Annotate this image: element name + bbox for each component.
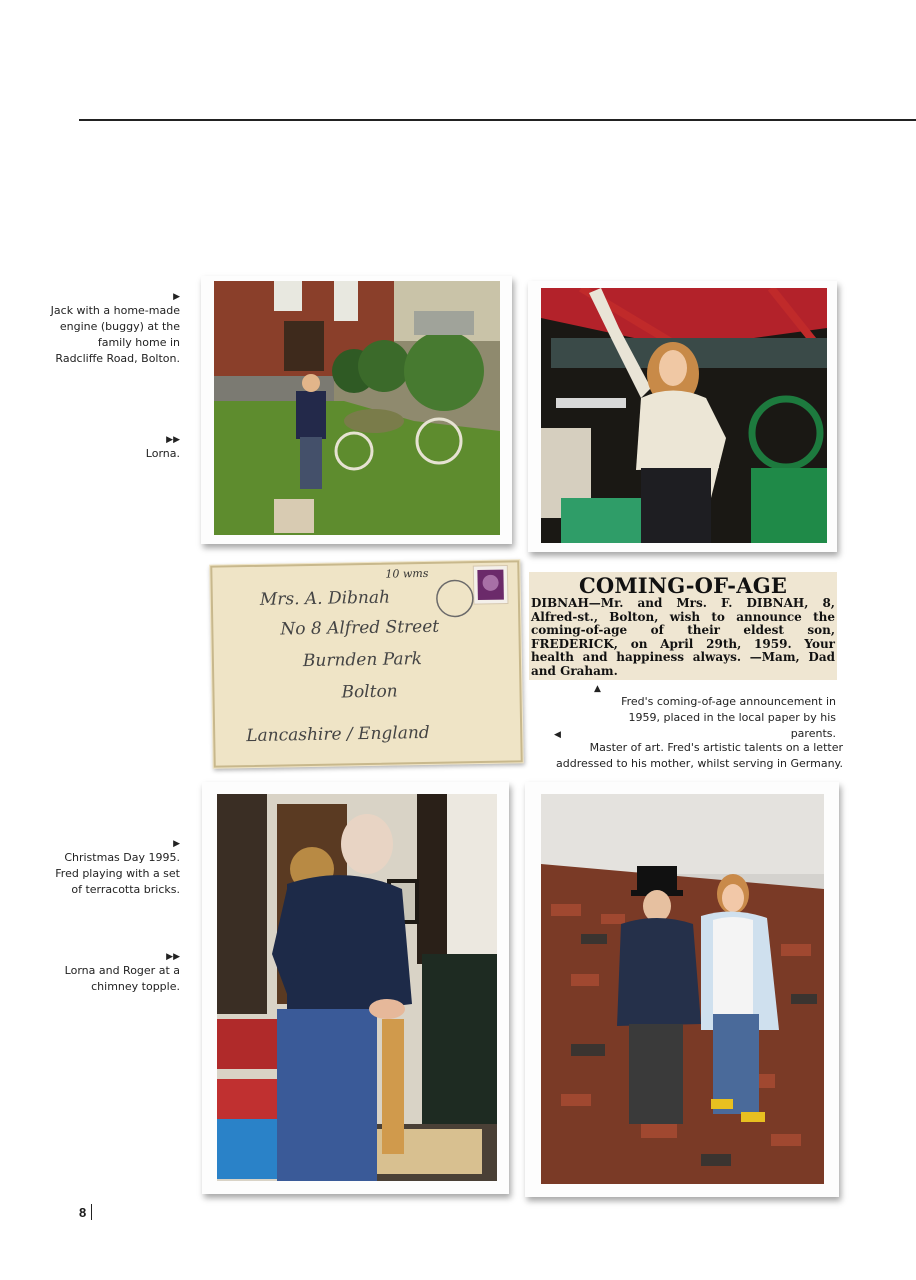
- photo-chimney-topple: [525, 782, 839, 1197]
- caption-announcement-text: Fred's coming-of-age announcement in 1959, placed in the local paper by his parents.: [621, 695, 836, 740]
- photo-jack-buggy: [201, 276, 512, 544]
- envelope-line-5: Lancashire / England: [246, 722, 430, 747]
- envelope-note: 10 wms: [385, 566, 429, 581]
- photo-chimney-topple-image: [541, 794, 824, 1184]
- caption-jack-text: Jack with a home-made engine (buggy) at the family home in Radcliffe Road, Bolton.: [50, 304, 180, 365]
- photo-lorna-image: [541, 288, 827, 543]
- envelope-line-4: Bolton: [341, 681, 398, 703]
- header-rule: [79, 119, 916, 121]
- envelope-letter: [209, 559, 524, 768]
- caption-lorna-text: Lorna.: [145, 447, 180, 460]
- photo-lorna: [528, 281, 837, 552]
- photo-jack-buggy-image: [214, 281, 500, 535]
- caption-christmas: [50, 838, 180, 898]
- arrow-left-icon: ◀: [554, 730, 561, 740]
- photo-fred-bricks: [202, 782, 509, 1194]
- clipping-heading: COMING-OF-AGE: [578, 573, 788, 598]
- caption-letter-text: Master of art. Fred's artistic talents on a letter addressed to his mother, whilst serving in Germany.: [556, 741, 843, 770]
- envelope-line-1: Mrs. A. Dibnah: [259, 587, 391, 610]
- double-arrow-right-icon: ▶▶: [166, 435, 180, 445]
- caption-letter: [552, 730, 843, 772]
- envelope-line-3: Burnden Park: [302, 649, 423, 672]
- caption-topple-text: Lorna and Roger at a chimney topple.: [64, 964, 180, 993]
- caption-jack: [50, 291, 180, 367]
- page-number-separator: [91, 1204, 92, 1220]
- coming-of-age-clipping: [529, 572, 837, 680]
- caption-lorna: [50, 434, 180, 462]
- double-arrow-right-icon: ▶▶: [166, 952, 180, 962]
- caption-christmas-text: Christmas Day 1995. Fred playing with a set of terracotta bricks.: [55, 851, 180, 896]
- caption-topple: [50, 951, 180, 995]
- arrow-right-icon: ▶: [173, 292, 180, 302]
- envelope-line-2: No 8 Alfred Street: [280, 616, 440, 640]
- clipping-body: DIBNAH—Mr. and Mrs. F. DIBNAH, 8, Alfred-st., Bolton, wish to announce the coming-of-age of their eldest son, FREDERICK, on April 29th, 1959. Your health and happiness always. —Mam, Dad and Graham.: [531, 596, 835, 678]
- page-number: 8: [79, 1205, 87, 1220]
- arrow-up-icon: ▲: [594, 684, 601, 694]
- arrow-right-icon: ▶: [173, 839, 180, 849]
- photo-fred-bricks-image: [217, 794, 497, 1181]
